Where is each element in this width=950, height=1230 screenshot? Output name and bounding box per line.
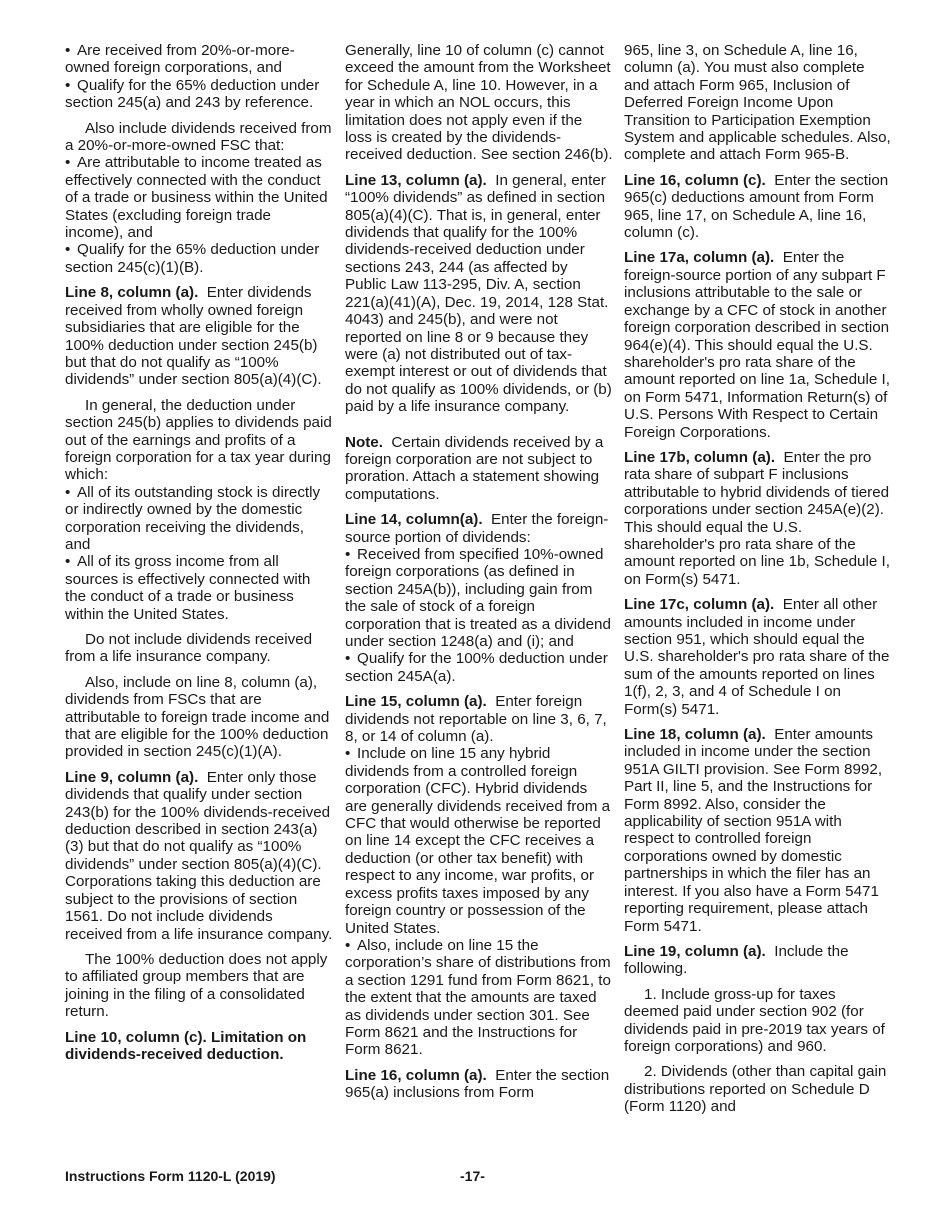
line-17a-paragraph: Line 17a, column (a). Enter the foreign-source portion of any subpart F inclusions attributable to the sale or exchange by a CFC of stock in another foreign corporation described in section 964(e)(4). This should equal the U.S. shareholder's pro rata share of the amount reported on line 1a, Schedule I, on Form 5471, Information Return(s) of U.S. Persons With Respect to Certain Foreign Corporations.: [624, 249, 890, 441]
column-3: [624, 42, 892, 1124]
line-16-paragraph: Line 16, column (a). Enter the section 965(a) inclusions from Form: [345, 1066, 610, 1102]
line-18-paragraph: Line 18, column (a). Enter amounts included in income under the section 951A GILTI provision. See Form 8992, Part II, line 5, and the Instructions for Form 8992. Also, consider the applicability of section 951A with respect to controlled foreign corporations owned by domestic partnerships in which the filer has an interest. If you also have a Form 5471 reporting requirement, please attach Form 5471.: [624, 726, 883, 935]
line-8-heading: Line 8, column (a).: [65, 284, 199, 302]
line-16-heading: Line 16, column (a).: [345, 1066, 487, 1084]
bullet-item: • All of its gross income from all sources is effectively connected with the conduct of a trade or business within the United States.: [65, 553, 311, 623]
line-17c-heading: Line 17c, column (a).: [624, 596, 775, 614]
line-14-paragraph: Line 14, column(a). Enter the foreign-source portion of dividends:: [345, 511, 609, 546]
note-paragraph: Note. Certain dividends received by a foreign corporation are not subject to proration. Attach a statement showing computations.: [345, 433, 604, 503]
page-number: -17-: [460, 1168, 485, 1184]
line-19-paragraph: Line 19, column (a). Include the following.: [624, 942, 849, 978]
line-16c-heading: Line 16, column (c).: [624, 171, 766, 189]
line-16c-paragraph: Line 16, column (c). Enter the section 965(c) deductions amount from Form 965, line 17, on Schedule A, line 16, column (c).: [624, 171, 889, 242]
bullet-item: • Qualify for the 65% deduction under section 245(c)(1)(B).: [65, 241, 320, 276]
bullet-icon: •: [65, 76, 71, 94]
bullet-item: • Are received from 20%-or-more-owned foreign corporations, and: [65, 42, 295, 77]
bullet-item: • Include on line 15 any hybrid dividends from a controlled foreign corporation (CFC). Hybrid dividends are generally dividends received from a CFC that would otherwise be reported on line 14 except the CFC receives a deduction (or other tax benefit) with respect to any income, war profits, or excess profits taxes imposed by any foreign country or possession of the United States.: [345, 745, 611, 937]
bullet-icon: •: [345, 545, 351, 563]
paragraph: Generally, line 10 of column (c) cannot exceed the amount from the Worksheet for Schedule A, line 10. However, in a year in which an NOL occurs, this limitation does not apply even if the loss is created by the dividends-received deduction. See section 246(b).: [345, 42, 613, 164]
line-15-paragraph: Line 15, column (a). Enter foreign dividends not reportable on line 3, 6, 7, 8, or 14 of column (a).: [345, 693, 607, 746]
paragraph: Do not include dividends received from a life insurance company.: [65, 631, 313, 666]
footer-form-title: Instructions Form 1120-L (2019): [65, 1168, 276, 1184]
line-13-paragraph: Line 13, column (a). In general, enter “100% dividends” as defined in section 805(a)(4)(C). That is, in general, enter dividends that qualify for the 100% dividends-received deduction under sections 243, 244 (as affected by Public Law 113-295, Div. A, section 221(a)(41)(A), Dec. 19, 2014, 128 Stat. 4043) and 245(b), and were not reported on line 8 or 9 because they were (a) not distributed out of tax-exempt interest or out of dividends that do not qualify as 100% dividends, or (b) paid by a life insurance company.: [345, 171, 612, 416]
bullet-item: • Qualify for the 100% deduction under section 245A(a).: [345, 650, 608, 685]
paragraph: The 100% deduction does not apply to affiliated group members that are joining in the filing of a consolidated return.: [65, 950, 328, 1021]
bullet-item: • Received from specified 10%-owned foreign corporations (as defined in section 245A(b)), including gain from the sale of stock of a foreign corporation that is treated as a dividend under section 1248(a) and (i); and: [345, 545, 611, 650]
line-14-heading: Line 14, column(a).: [345, 511, 483, 529]
bullet-icon: •: [65, 483, 71, 501]
column-1: [65, 42, 333, 1071]
bullet-icon: •: [345, 745, 351, 763]
line-9-paragraph: Line 9, column (a). Enter only those dividends that qualify under section 243(b) for the 100% dividends-received deduction described in section 243(a)(3) but that do not qualify as “100% dividends” under section 805(a)(4)(C). Corporations taking this deduction are subject to the provisions of section 1561. Do not include dividends received from a life insurance company.: [65, 768, 333, 943]
bullet-item: • Also, include on line 15 the corporation’s share of distributions from a section 1291 fund from Form 8621, to the extent that the amounts are taxed as dividends under section 301. See Form 8621 and the Instructions for Form 8621.: [345, 936, 611, 1059]
bullet-icon: •: [65, 241, 71, 259]
line-18-heading: Line 18, column (a).: [624, 726, 766, 744]
bullet-icon: •: [65, 553, 71, 571]
line-15-heading: Line 15, column (a).: [345, 693, 487, 711]
line-17a-heading: Line 17a, column (a).: [624, 249, 775, 267]
line-17c-paragraph: Line 17c, column (a). Enter all other amounts included in income under section 951, which should equal the U.S. shareholder's pro rata share of the sum of the amounts reported on lines 1(f), 2, 3, and 4 of Schedule I on Form(s) 5471.: [624, 596, 890, 718]
bullet-icon: •: [65, 42, 71, 59]
paragraph: 965, line 3, on Schedule A, line 16, column (a). You must also complete and attach Form 965, Inclusion of Deferred Foreign Income Upon Transition to Participation Exemption System and applicable schedules. Also, complete and attach Form 965-B.: [624, 42, 891, 164]
line-17b-heading: Line 17b, column (a).: [624, 448, 776, 466]
line-10-heading: Line 10, column (c). Limitation on dividends-received deduction.: [65, 1028, 307, 1063]
line-8-paragraph: Line 8, column (a). Enter dividends received from wholly owned foreign subsidiaries that are eligible for the 100% deduction under section 245(b) but that do not qualify as “100% dividends” under section 805(a)(4)(C).: [65, 284, 322, 389]
line-13-heading: Line 13, column (a).: [345, 171, 487, 189]
bullet-item: • All of its outstanding stock is directly or indirectly owned by the domestic corporation receiving the dividends, and: [65, 483, 321, 553]
bullet-icon: •: [65, 154, 71, 172]
bullet-icon: •: [345, 936, 351, 954]
line-19-heading: Line 19, column (a).: [624, 942, 766, 960]
paragraph: In general, the deduction under section 245(b) applies to dividends paid out of the earnings and profits of a foreign corporation for a tax year during which:: [65, 396, 332, 484]
numbered-item: 2. Dividends (other than capital gain distributions reported on Schedule D (Form 1120) and: [624, 1063, 887, 1116]
bullet-icon: •: [345, 650, 351, 668]
numbered-item: 1. Include gross-up for taxes deemed paid under section 902 (for dividends paid in pre-2019 tax years of foreign corporations) and 960.: [624, 985, 885, 1055]
paragraph: Also, include on line 8, column (a), dividends from FSCs that are attributable to foreign trade income and that are eligible for the 100% deduction provided in section 245(c)(1)(A).: [65, 673, 330, 761]
note-heading: Note.: [345, 433, 383, 451]
line-17b-paragraph: Line 17b, column (a). Enter the pro rata share of subpart F inclusions attributable to hybrid dividends of tiered corporations under section 245A(e)(2). This should equal the U.S. shareholder's pro rata share of the amount reported on line 1b, Schedule I, on Form(s) 5471.: [624, 448, 890, 588]
bullet-item: • Qualify for the 65% deduction under section 245(a) and 243 by reference.: [65, 76, 320, 112]
bullet-item: • Are attributable to income treated as effectively connected with the conduct of a trade or business within the United States (excluding foreign trade income), and: [65, 154, 328, 242]
column-2: [345, 42, 613, 1110]
paragraph: Also include dividends received from a 20%-or-more-owned FSC that:: [65, 119, 332, 155]
line-9-heading: Line 9, column (a).: [65, 768, 199, 786]
